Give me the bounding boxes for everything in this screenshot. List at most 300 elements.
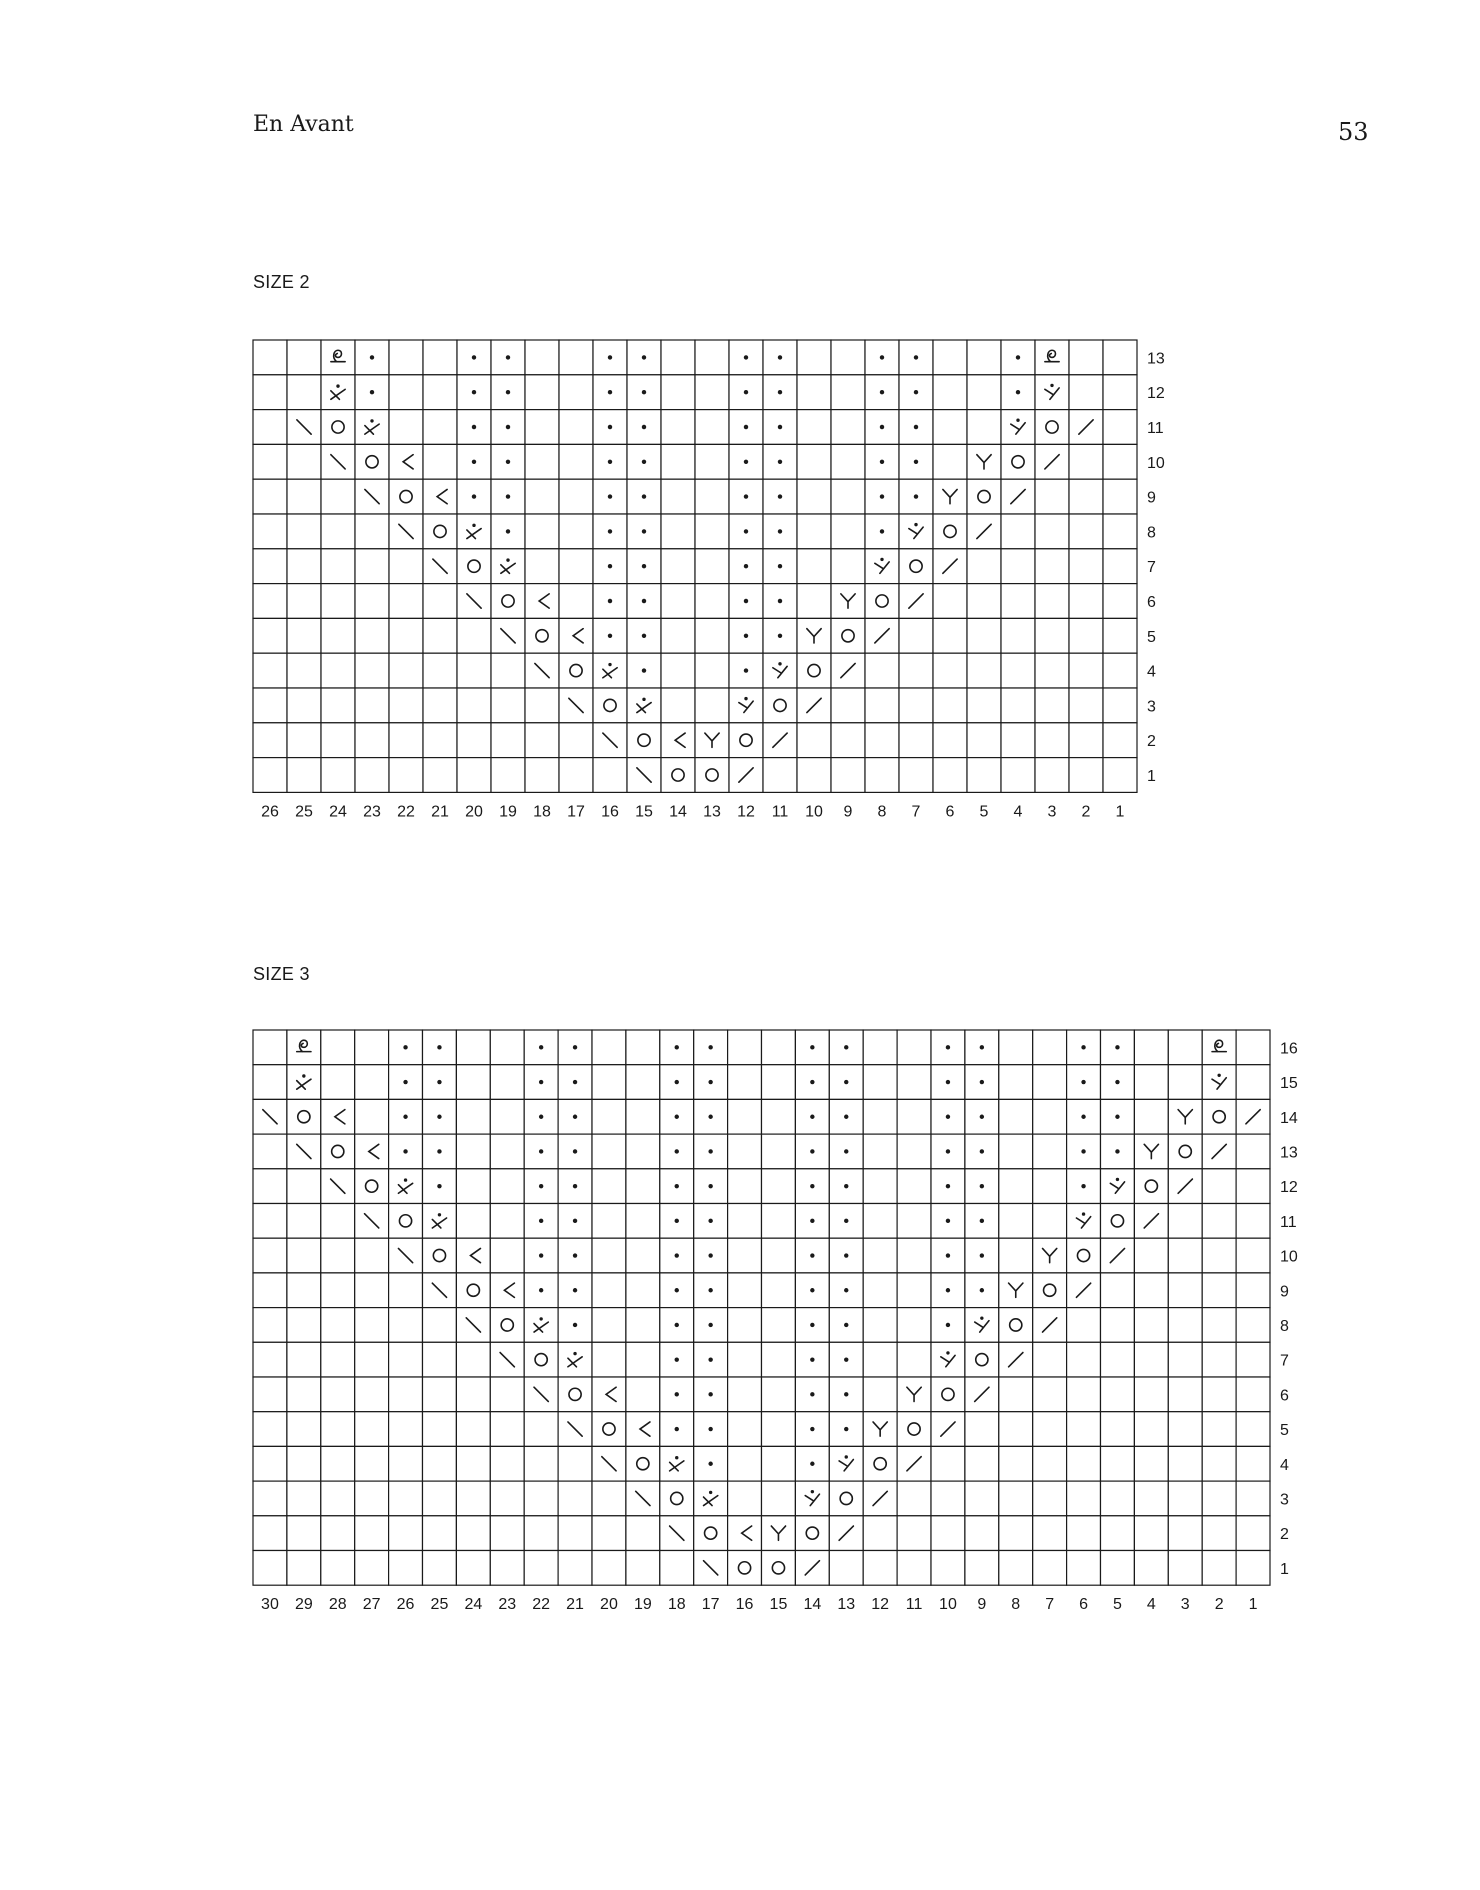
stitch-symbol-purl (539, 1149, 543, 1153)
chart-cell (355, 1516, 389, 1551)
stitch-symbol-purl (1115, 1115, 1119, 1119)
chart-cell (1033, 1377, 1067, 1412)
chart-cell (999, 1238, 1033, 1273)
stitch-symbol-purl (810, 1288, 814, 1292)
chart-cell (253, 1551, 287, 1586)
chart-cell (965, 1516, 999, 1551)
chart-cell (1202, 1238, 1236, 1273)
column-number: 4 (1146, 1596, 1156, 1614)
chart-cell (1033, 1204, 1067, 1239)
chart-cell (321, 1551, 355, 1586)
row-number: 14 (1280, 1109, 1298, 1127)
chart-cell (762, 1551, 796, 1586)
stitch-symbol-purl (675, 1392, 679, 1396)
chart-grid (253, 1030, 1270, 1585)
stitch-symbol-purl (946, 1115, 950, 1119)
chart-cell (1168, 1342, 1202, 1377)
chart-cell (1168, 1446, 1202, 1481)
chart-cell (253, 1377, 287, 1412)
chart-cell (863, 1238, 897, 1273)
chart-cell (355, 1169, 389, 1204)
chart-cell (490, 1134, 524, 1169)
column-number: 30 (261, 1596, 279, 1614)
chart-cell (1067, 1342, 1101, 1377)
column-number: 2 (1214, 1596, 1224, 1614)
column-number: 21 (431, 803, 449, 821)
chart-cell (389, 1273, 423, 1308)
chart-cell (1168, 1481, 1202, 1516)
stitch-symbol-purl (675, 1357, 679, 1361)
chart-cell (456, 1134, 490, 1169)
chart-cell (1101, 1516, 1135, 1551)
chart-cell (1067, 1377, 1101, 1412)
chart-cell (1067, 1446, 1101, 1481)
stitch-symbol-purl (810, 1045, 814, 1049)
chart-cell (1168, 1273, 1202, 1308)
row-number: 3 (1147, 698, 1156, 716)
stitch-symbol-purl (539, 1115, 543, 1119)
chart-cell (456, 1065, 490, 1100)
column-number: 14 (669, 803, 687, 821)
stitch-symbol-purl (675, 1288, 679, 1292)
chart-cell (1168, 1412, 1202, 1447)
column-number: 4 (1013, 803, 1023, 821)
chart-cell (456, 1481, 490, 1516)
chart-cell (490, 1238, 524, 1273)
chart-cell (897, 1065, 931, 1100)
row-number: 6 (1147, 594, 1156, 611)
stitch-symbol-purl (844, 1427, 848, 1431)
column-number: 20 (465, 803, 483, 821)
row-number: 8 (1280, 1317, 1289, 1335)
stitch-symbol-purl (708, 1045, 712, 1049)
chart-cell (626, 1030, 660, 1065)
chart-cell (253, 1342, 287, 1377)
chart-cell (829, 1551, 863, 1586)
row-number: 4 (1280, 1456, 1289, 1474)
chart-cell (456, 1273, 490, 1308)
stitch-symbol-purl (573, 1045, 577, 1049)
chart-cell (355, 1377, 389, 1412)
column-number: 25 (430, 1596, 449, 1614)
chart-cell (1134, 1551, 1168, 1586)
chart-cell (1202, 1342, 1236, 1377)
row-number: 13 (1147, 350, 1165, 368)
stitch-symbol-purl (946, 1323, 950, 1327)
chart-cell (1101, 1342, 1135, 1377)
chart-cell (253, 1134, 287, 1169)
chart-cell (287, 1204, 321, 1239)
chart-cell (355, 1308, 389, 1343)
chart-cell (524, 1516, 558, 1551)
chart-cell (897, 1238, 931, 1273)
stitch-symbol-purl (573, 1219, 577, 1223)
stitch-symbol-purl (573, 1149, 577, 1153)
chart-cell (524, 1342, 558, 1377)
chart-cell (558, 1342, 592, 1377)
chart-cell (389, 1412, 423, 1447)
chart-cell (253, 1412, 287, 1447)
stitch-symbol-purl (810, 1219, 814, 1223)
stitch-symbol-purl (539, 1184, 543, 1188)
stitch-symbol-purl (810, 1253, 814, 1257)
column-number: 19 (499, 803, 517, 821)
chart-cell (253, 1516, 287, 1551)
chart-cell (592, 1238, 626, 1273)
chart-cell (355, 1238, 389, 1273)
stitch-symbol-purl (844, 1149, 848, 1153)
chart-cell (1236, 1273, 1270, 1308)
chart-cell (490, 1204, 524, 1239)
chart-cell (592, 1481, 626, 1516)
row-number: 5 (1147, 628, 1156, 646)
chart-cell (829, 1481, 863, 1516)
chart-cell (626, 1273, 660, 1308)
chart-cell (423, 1342, 457, 1377)
chart-cell (999, 1481, 1033, 1516)
chart-cell (728, 1412, 762, 1447)
stitch-symbol-purl (980, 1253, 984, 1257)
column-number: 24 (329, 803, 347, 821)
stitch-symbol-purl (708, 1288, 712, 1292)
stitch-symbol-purl (708, 1253, 712, 1257)
stitch-symbol-purl (810, 1149, 814, 1153)
chart-cell (423, 1516, 457, 1551)
chart-cell (660, 1551, 694, 1586)
chart-cell (592, 1030, 626, 1065)
stitch-symbol-purl (844, 1392, 848, 1396)
column-number: 11 (905, 1596, 923, 1614)
chart-cell (490, 1273, 524, 1308)
chart-cell (863, 1134, 897, 1169)
stitch-symbol-purl (573, 1115, 577, 1119)
column-number: 28 (328, 1596, 347, 1614)
chart-cell (389, 1169, 423, 1204)
chart-cell (524, 1446, 558, 1481)
chart-cell (1236, 1481, 1270, 1516)
chart-cell (389, 1377, 423, 1412)
stitch-symbol-purl (403, 1045, 407, 1049)
chart-cell (321, 1273, 355, 1308)
chart-cell (490, 1099, 524, 1134)
chart-cell (1236, 1551, 1270, 1586)
stitch-symbol-purl (844, 1219, 848, 1223)
chart-cell (1202, 1412, 1236, 1447)
chart-cell (931, 1377, 965, 1412)
stitch-symbol-purl (675, 1184, 679, 1188)
chart-cell (999, 1446, 1033, 1481)
chart-cell (423, 1446, 457, 1481)
chart-cell (592, 1065, 626, 1100)
chart-cell (999, 1377, 1033, 1412)
chart-cell (1033, 1065, 1067, 1100)
chart-cell (253, 1481, 287, 1516)
chart-cell (287, 1516, 321, 1551)
row-number: 3 (1280, 1491, 1289, 1509)
chart-cell (965, 1308, 999, 1343)
chart-cell (456, 1551, 490, 1586)
chart-cell (931, 1446, 965, 1481)
chart-cell (931, 1516, 965, 1551)
chart-cell (1067, 1308, 1101, 1343)
chart-cell (626, 1134, 660, 1169)
chart-cell (999, 1169, 1033, 1204)
chart-cell (355, 1412, 389, 1447)
chart-cell (1101, 1377, 1135, 1412)
chart-cell (1033, 1446, 1067, 1481)
chart-cell (1134, 1169, 1168, 1204)
chart-cell (863, 1342, 897, 1377)
chart-cell (1067, 1551, 1101, 1586)
stitch-symbol-purl (1081, 1184, 1085, 1188)
chart-cell (456, 1412, 490, 1447)
chart-cell (389, 1516, 423, 1551)
chart-cell (389, 1308, 423, 1343)
column-number: 23 (498, 1596, 517, 1614)
chart-cell (321, 1065, 355, 1100)
chart-cell (795, 1516, 829, 1551)
chart-cell (1202, 1065, 1236, 1100)
chart-cell (728, 1516, 762, 1551)
stitch-symbol-purl (675, 1115, 679, 1119)
chart-cell (1101, 1308, 1135, 1343)
stitch-symbol-purl (980, 1045, 984, 1049)
chart-cell (863, 1065, 897, 1100)
chart-cell (762, 1273, 796, 1308)
stitch-symbol-purl (708, 1462, 712, 1466)
stitch-symbol-purl (539, 1045, 543, 1049)
chart-cell (728, 1446, 762, 1481)
stitch-symbol-purl (980, 1080, 984, 1084)
row-number: 7 (1147, 559, 1156, 577)
chart-cell (1202, 1481, 1236, 1516)
chart-cell (897, 1169, 931, 1204)
column-number: 21 (566, 1596, 584, 1614)
chart-cell (389, 1342, 423, 1377)
chart-cell (490, 1308, 524, 1343)
chart-cell (389, 1446, 423, 1481)
chart-cell (558, 1446, 592, 1481)
chart-cell (762, 1169, 796, 1204)
chart-cell (626, 1551, 660, 1586)
column-number: 24 (464, 1596, 483, 1614)
column-number: 9 (843, 803, 853, 821)
row-number: 11 (1147, 420, 1164, 437)
chart-cell (1101, 1169, 1135, 1204)
chart-cell (999, 1030, 1033, 1065)
chart-cell (355, 1134, 389, 1169)
chart-cell (728, 1238, 762, 1273)
row-number: 6 (1280, 1387, 1289, 1405)
stitch-symbol-purl (403, 1080, 407, 1084)
column-number: 22 (397, 803, 415, 821)
chart-cell (592, 1204, 626, 1239)
chart-cell (863, 1099, 897, 1134)
chart-cell (897, 1204, 931, 1239)
chart-cell (558, 1481, 592, 1516)
chart-cell (287, 1446, 321, 1481)
chart-cell (863, 1308, 897, 1343)
stitch-symbol-purl (946, 1184, 950, 1188)
chart-cell (762, 1099, 796, 1134)
chart-cell (490, 1412, 524, 1447)
stitch-symbol-purl (946, 1288, 950, 1292)
chart-cell (762, 1308, 796, 1343)
chart-cell (1134, 1446, 1168, 1481)
column-number: 3 (1047, 803, 1057, 821)
chart-cell (287, 1099, 321, 1134)
chart-cell (897, 1273, 931, 1308)
chart-cell (1033, 1099, 1067, 1134)
chart-cell (660, 1446, 694, 1481)
stitch-symbol-purl (980, 1115, 984, 1119)
chart-cell (728, 1377, 762, 1412)
chart-cell (490, 1446, 524, 1481)
stitch-symbol-purl (844, 1080, 848, 1084)
chart-cell (897, 1412, 931, 1447)
column-number: 22 (532, 1596, 551, 1614)
chart-cell (1134, 1099, 1168, 1134)
chart-cell (287, 1065, 321, 1100)
stitch-symbol-purl (810, 1323, 814, 1327)
chart-cell (1134, 1481, 1168, 1516)
chart-cell (253, 1065, 287, 1100)
chart-cell (897, 1551, 931, 1586)
column-number: 19 (633, 1596, 652, 1614)
chart-cell (1101, 1412, 1135, 1447)
stitch-symbol-purl (437, 1149, 441, 1153)
chart-cell (558, 1516, 592, 1551)
chart-cell (1033, 1412, 1067, 1447)
chart-cell (490, 1516, 524, 1551)
column-number: 7 (1045, 1596, 1055, 1614)
chart-cell (558, 1377, 592, 1412)
chart-cell (1134, 1308, 1168, 1343)
chart-cell (423, 1551, 457, 1586)
chart-cell (1067, 1516, 1101, 1551)
stitch-symbol-purl (675, 1427, 679, 1431)
stitch-symbol-purl (844, 1357, 848, 1361)
chart-cell (389, 1551, 423, 1586)
chart-cell (897, 1030, 931, 1065)
chart-cell (287, 1308, 321, 1343)
chart-cell (321, 1308, 355, 1343)
chart-cell (592, 1551, 626, 1586)
chart-cell (1101, 1446, 1135, 1481)
stitch-symbol-purl (946, 1253, 950, 1257)
chart-cell (1101, 1481, 1135, 1516)
chart-cell (863, 1446, 897, 1481)
stitch-symbol-purl (573, 1288, 577, 1292)
stitch-symbol-purl (844, 1115, 848, 1119)
stitch-symbol-purl (675, 1149, 679, 1153)
chart-cell (1033, 1481, 1067, 1516)
row-number: 2 (1147, 733, 1156, 751)
chart-cell (592, 1169, 626, 1204)
chart-cell (762, 1134, 796, 1169)
column-number: 6 (1079, 1596, 1089, 1614)
stitch-symbol-purl (810, 1357, 814, 1361)
row-number: 1 (1280, 1560, 1289, 1578)
stitch-symbol-purl (946, 1080, 950, 1084)
chart-cell (762, 1377, 796, 1412)
chart-cell (287, 1169, 321, 1204)
chart-cell (287, 1412, 321, 1447)
chart-cell (999, 1551, 1033, 1586)
chart-cell (490, 1030, 524, 1065)
chart-cell (728, 1030, 762, 1065)
chart-cell (965, 1342, 999, 1377)
chart-label-size-3: SIZE 3 (253, 964, 310, 984)
chart-cell (626, 1238, 660, 1273)
chart-cell (1101, 1204, 1135, 1239)
chart-cell (355, 1481, 389, 1516)
stitch-symbol-purl (810, 1080, 814, 1084)
chart-cell (1033, 1273, 1067, 1308)
column-number: 6 (945, 803, 955, 821)
chart-cell (1236, 1342, 1270, 1377)
chart-cell (389, 1481, 423, 1516)
stitch-symbol-purl (844, 1045, 848, 1049)
column-number: 1 (1248, 1596, 1258, 1614)
chart-cell (355, 1273, 389, 1308)
chart-cell (863, 1204, 897, 1239)
column-number: 13 (703, 803, 721, 821)
chart-cell (355, 1065, 389, 1100)
chart-cell (355, 1030, 389, 1065)
chart-cell (762, 1446, 796, 1481)
chart-cell (626, 1377, 660, 1412)
column-number: 17 (567, 803, 585, 821)
chart-cell (660, 1481, 694, 1516)
chart-cell (965, 1446, 999, 1481)
chart-cell (1134, 1412, 1168, 1447)
chart-cell (1033, 1134, 1067, 1169)
chart-cell (626, 1342, 660, 1377)
chart-cell (863, 1377, 897, 1412)
chart-cell (1202, 1551, 1236, 1586)
row-number: 15 (1280, 1075, 1298, 1093)
stitch-symbol-purl (708, 1184, 712, 1188)
chart-cell (287, 1551, 321, 1586)
column-number: 11 (771, 803, 789, 821)
chart-cell (1236, 1516, 1270, 1551)
chart-cell (592, 1377, 626, 1412)
chart-cell (355, 1551, 389, 1586)
chart-cell (1168, 1065, 1202, 1100)
chart-cell (1202, 1308, 1236, 1343)
chart-cell (626, 1412, 660, 1447)
chart-cell (321, 1377, 355, 1412)
column-number: 10 (805, 803, 823, 821)
row-number: 2 (1280, 1526, 1289, 1544)
column-number: 5 (1112, 1596, 1122, 1614)
chart-cell (694, 1516, 728, 1551)
chart-cell (355, 1446, 389, 1481)
chart-cell (456, 1238, 490, 1273)
row-number: 11 (1280, 1213, 1297, 1231)
column-number: 8 (877, 803, 887, 821)
column-number: 26 (261, 803, 279, 821)
chart-cell (1101, 1273, 1135, 1308)
chart-cell (1202, 1377, 1236, 1412)
chart-cell (863, 1273, 897, 1308)
chart-cell (321, 1446, 355, 1481)
column-number: 26 (396, 1596, 415, 1614)
chart-cell (795, 1481, 829, 1516)
chart-cell (592, 1099, 626, 1134)
chart-cell (1134, 1377, 1168, 1412)
